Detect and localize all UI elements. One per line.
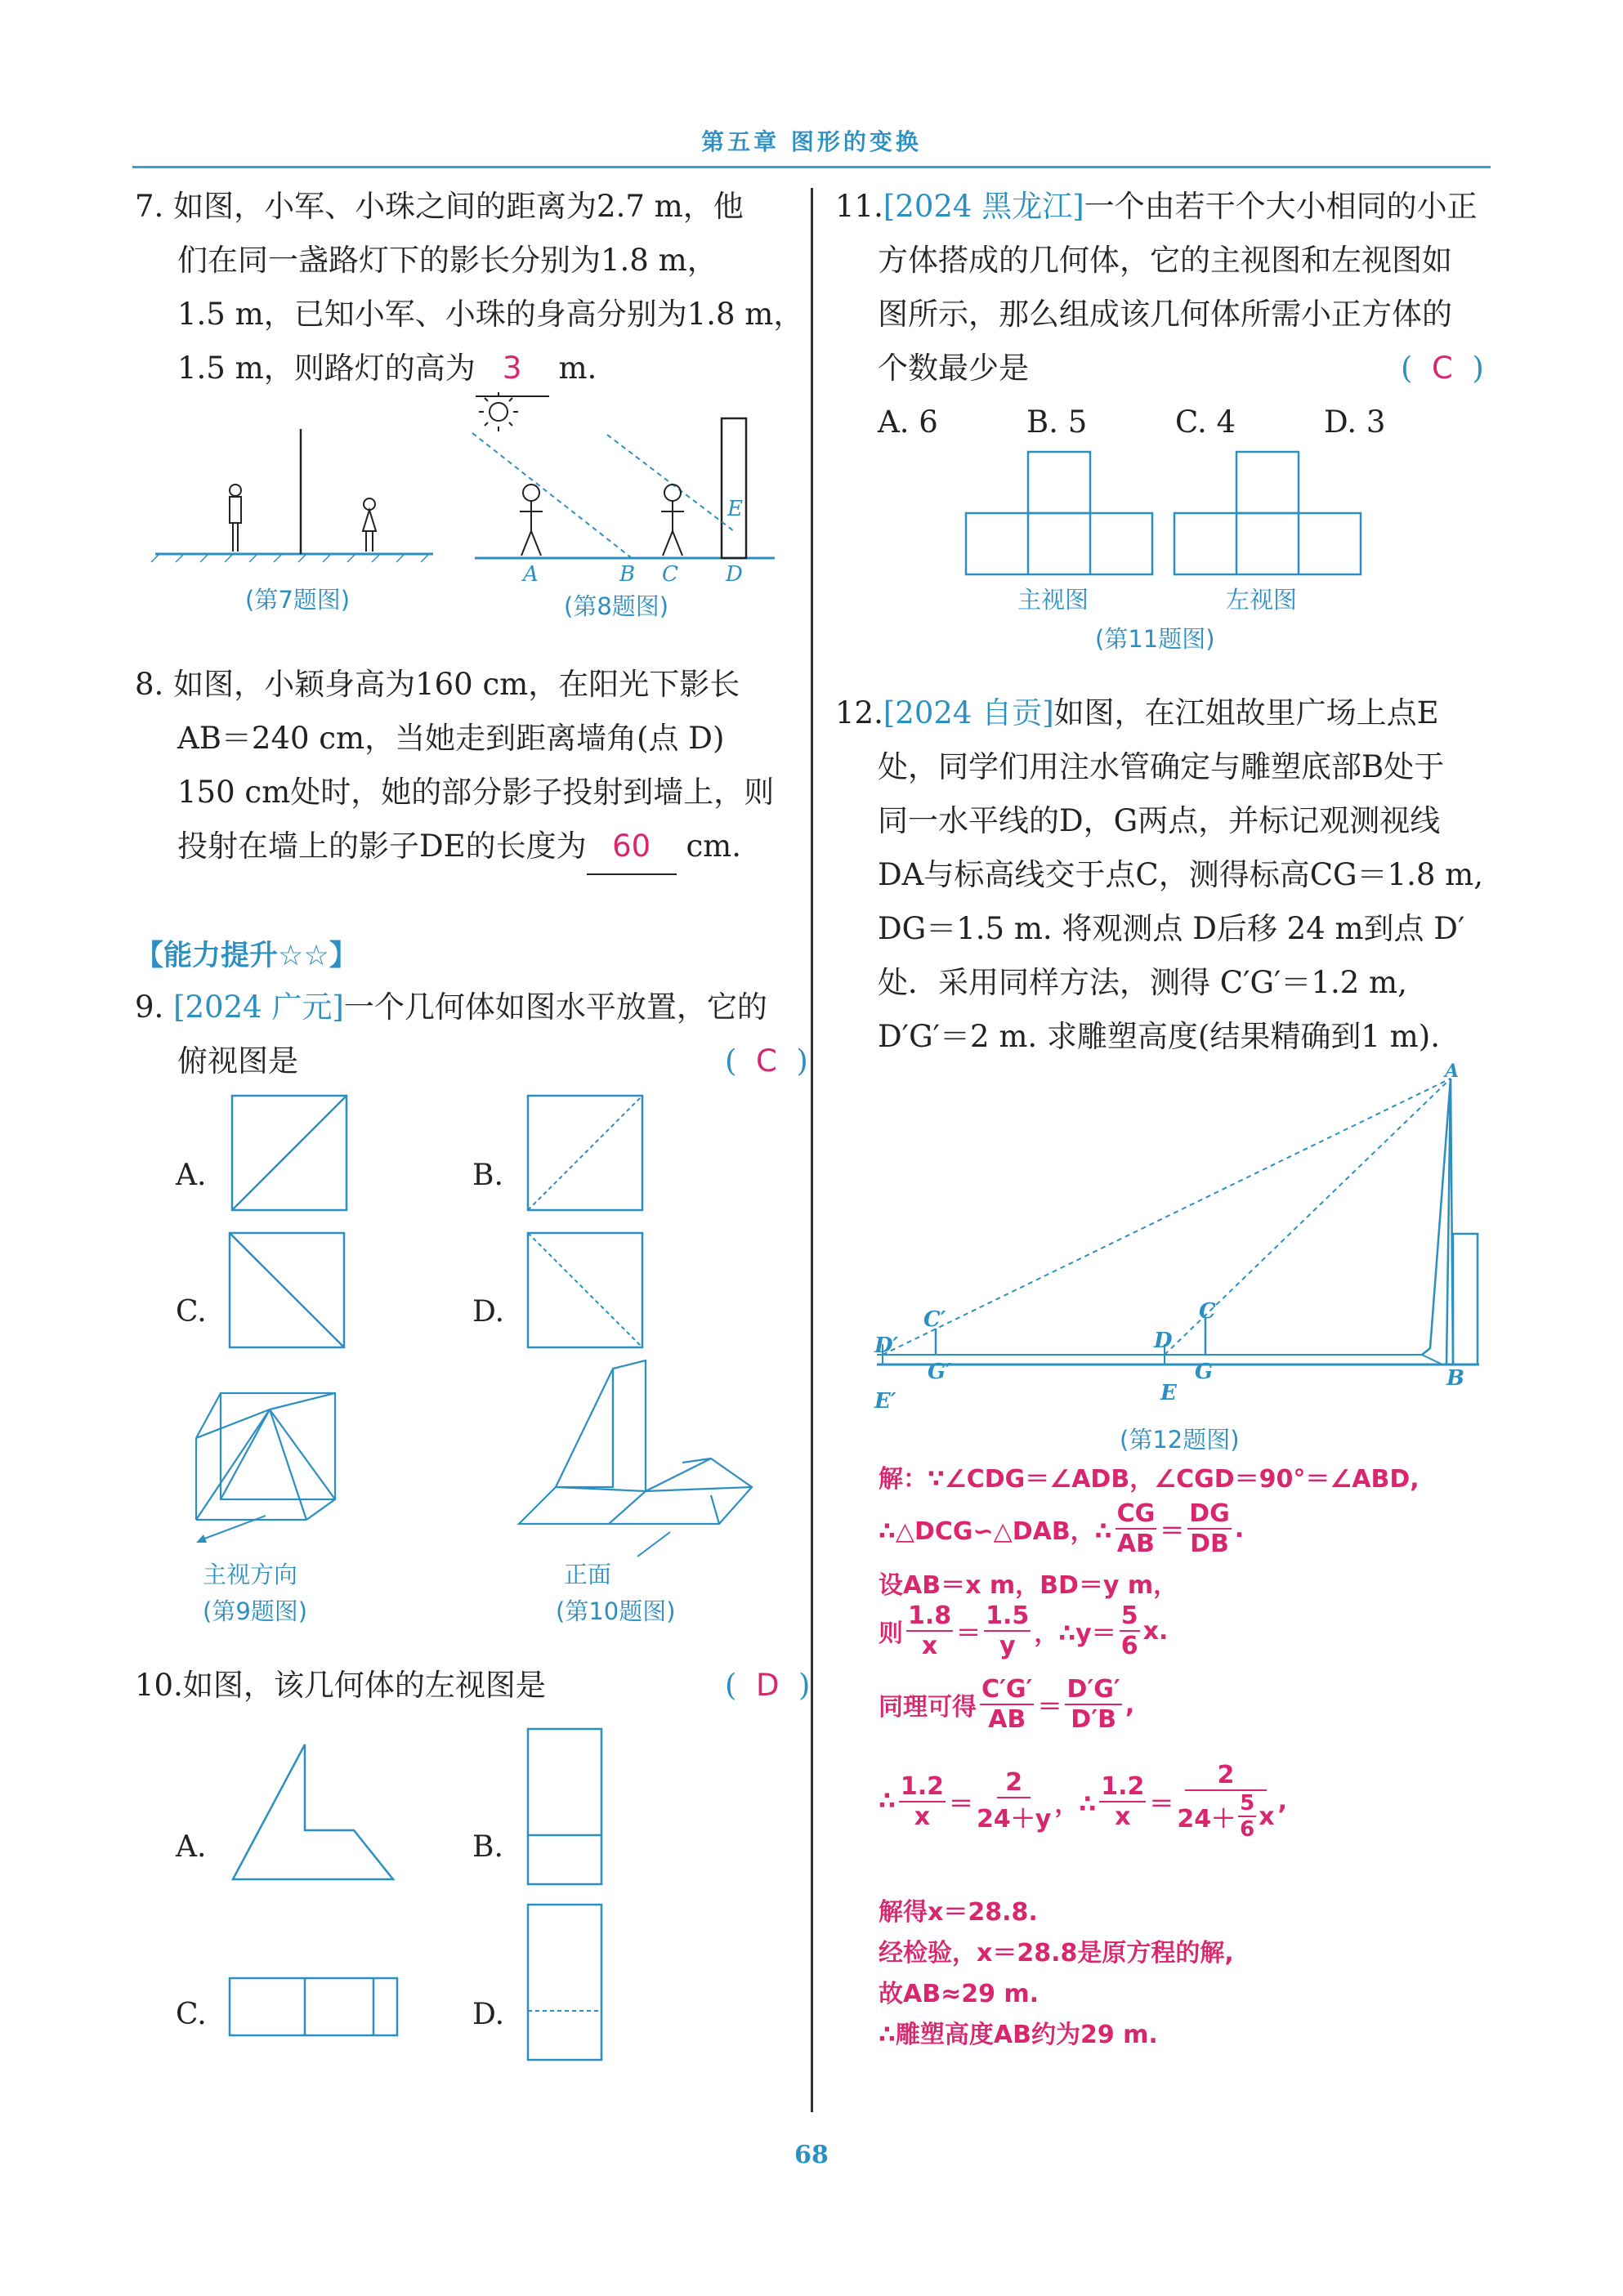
q10-line-1-text: 10.如图，该几何体的左视图是: [135, 1668, 546, 1703]
q8-person-1: [520, 485, 543, 556]
q7-person-xiaozhu: [363, 498, 376, 552]
q10-answer: D: [755, 1668, 780, 1703]
solution-equals: ＝: [956, 1619, 981, 1648]
q10-line-1: [135, 1659, 811, 1713]
solution-line-10: ∴雕塑高度AB约为29 m.: [879, 2021, 1158, 2049]
fraction-denominator: [1177, 1791, 1274, 1842]
question-11: [835, 180, 1497, 449]
fraction-numerator: D′G′: [1066, 1675, 1120, 1704]
q9-answer-paren: ( C ): [725, 1043, 808, 1079]
solution-line-9: 故AB≈29 m.: [879, 1980, 1040, 2008]
solution-line-6-mid: ，∴: [1054, 1789, 1097, 1819]
fraction-denominator: 6: [1120, 1632, 1138, 1660]
q10-option-d-label: D.: [472, 1998, 505, 2031]
solution-line-4-mid: ，∴y＝: [1034, 1619, 1116, 1648]
q12-label-A: A: [1445, 1061, 1460, 1082]
q9-option-c-figure: [229, 1232, 347, 1351]
q11-caption: (第11题图): [1095, 625, 1215, 653]
fraction-numerator: 1.2: [1101, 1771, 1145, 1801]
q8-caption: (第8题图): [564, 592, 669, 620]
fraction-cg-ab: [1116, 1499, 1157, 1558]
fraction-numerator: 5: [1120, 1601, 1138, 1630]
q10-option-c-label: C.: [176, 1998, 207, 2031]
q10-option-d-figure: [527, 1904, 605, 2067]
q12-label-D: D: [1154, 1329, 1173, 1353]
q9-option-d-label: D.: [472, 1295, 505, 1329]
q8-line-1: 8. 如图，小颖身高为160 cm，在阳光下影长: [135, 667, 740, 702]
q7-line-2: 们在同一盏路灯下的影长分别为1.8 m，: [177, 243, 718, 278]
q8-label-D: D: [726, 562, 743, 587]
q12-line-7: D′G′＝2 m. 求雕塑高度(结果精确到1 m).: [878, 1019, 1440, 1054]
q9-option-b-label: B.: [472, 1159, 503, 1192]
q9-answer: C: [755, 1043, 777, 1079]
q12-label-D-prime: D′: [874, 1333, 899, 1358]
fraction-numerator: 2: [997, 1768, 1031, 1798]
q12-line-5: DG＝1.5 m. 将观测点 D后移 24 m到点 D′: [878, 911, 1465, 946]
fraction-5-6: [1120, 1601, 1140, 1660]
q9-line-2: [177, 1034, 808, 1088]
q11-line-4-text: 个数最少是: [878, 351, 1029, 386]
solution-equals: ＝: [1037, 1693, 1062, 1722]
q10-view-arrow: [637, 1532, 670, 1557]
solution-line-4-post: x.: [1142, 1616, 1169, 1646]
fraction-1.5-y: [984, 1601, 1031, 1660]
q11-line-1: [835, 180, 1497, 234]
solution-line-4-pre: 则: [879, 1619, 903, 1648]
q12-number: 12.: [835, 695, 883, 730]
solution-line-2-pre: ∴△DCG∽△DAB，∴: [879, 1517, 1112, 1546]
q8-line-4: [177, 820, 774, 875]
fraction-denominator: 24＋y: [977, 1805, 1052, 1834]
fraction-denominator: AB: [1116, 1530, 1155, 1558]
q8-line-3: 150 cm处时，她的部分影子投射到墙上，则: [177, 775, 775, 810]
question-12: [835, 686, 1497, 1064]
q10-option-b-label: B.: [472, 1830, 503, 1864]
fraction-dg-prime-db-prime: [1065, 1675, 1121, 1734]
fraction-numerator: CG: [1116, 1499, 1156, 1528]
question-8: [135, 658, 774, 875]
q11-line-2: 方体搭成的几何体，它的主视图和左视图如: [878, 243, 1452, 278]
q11-left-view: [1173, 449, 1369, 580]
q11-line-3: 图所示，那么组成该几何体所需小正方体的: [878, 297, 1452, 332]
solution-line-7: 解得x＝28.8.: [879, 1898, 1038, 1927]
q8-ray-2: [607, 435, 734, 531]
fraction-2-24-plus-y: [977, 1768, 1051, 1834]
fraction-numerator: 1.5: [986, 1601, 1030, 1630]
q12-label-E: E: [1160, 1381, 1177, 1405]
fraction-denominator: 6: [1240, 1817, 1255, 1842]
q7-line-1: 7. 如图，小军、小珠之间的距离为2.7 m，他: [135, 189, 744, 224]
fraction-denominator: y: [999, 1632, 1016, 1660]
q8-label-B: B: [619, 562, 636, 587]
solution-equals: ＝: [1149, 1789, 1174, 1819]
q10-option-a-label: A.: [176, 1830, 207, 1864]
fraction-numerator: 5: [1240, 1791, 1255, 1816]
q8-figure: [472, 384, 783, 588]
q10-option-c-figure: [229, 1977, 400, 2039]
q10-caption: (第10题图): [556, 1597, 676, 1625]
q9-line-2-text: 俯视图是: [177, 1043, 298, 1079]
q12-figure: [874, 1070, 1504, 1397]
column-divider: [811, 188, 813, 2112]
q11-number: 11.: [835, 189, 883, 224]
fraction-denominator: x: [921, 1632, 938, 1660]
fraction-numerator: C′G′: [981, 1675, 1033, 1704]
q12-caption: (第12题图): [1120, 1426, 1240, 1454]
solution-line-6-pre: ∴: [879, 1787, 896, 1816]
solution-line-6: [879, 1761, 1287, 1842]
q10-answer-paren: ( D ): [725, 1668, 811, 1703]
fraction-numerator: DG: [1189, 1499, 1230, 1528]
question-10: [135, 1659, 811, 1713]
solution-line-2: [879, 1499, 1244, 1558]
q7-answer: 3: [476, 342, 549, 397]
solution-equals: ＝: [949, 1789, 974, 1819]
denominator-prefix: 24＋: [1177, 1805, 1236, 1834]
q8-label-C: C: [662, 562, 678, 587]
q9-number: 9.: [135, 989, 174, 1025]
q9-option-c-label: C.: [176, 1295, 207, 1329]
q10-figure: [515, 1356, 768, 1552]
question-7: [135, 180, 803, 397]
fraction-5-6-inner: [1238, 1791, 1256, 1842]
q12-line-6: 处．采用同样方法，测得 C′G′＝1.2 m,: [878, 965, 1407, 1000]
fraction-1.8-x: [906, 1601, 953, 1660]
q12-label-B: B: [1446, 1366, 1464, 1391]
q12-source-tag: [2024 自贡]: [883, 695, 1054, 730]
q7-line-3: 1.5 m，已知小军、小珠的身高分别为1.8 m，: [177, 297, 804, 332]
q11-front-view-label: 主视图: [1017, 586, 1089, 614]
solution-line-5-pre: 同理可得: [879, 1693, 977, 1722]
q7-line-4-post: m.: [558, 351, 597, 386]
q12-label-G-prime: G′: [928, 1360, 952, 1384]
q9-option-a-label: A.: [176, 1159, 207, 1192]
q8-ray-1: [472, 433, 632, 558]
q9-source-tag: [2024 广元]: [173, 989, 344, 1025]
q7-line-4-pre: 1.5 m，则路灯的高为: [177, 351, 476, 386]
solution-line-3: 设AB＝x m，BD＝y m，: [879, 1571, 1178, 1600]
q11-choices: [878, 395, 1497, 449]
solution-comma: ,: [1277, 1787, 1287, 1816]
q12-ray-d-prime: [883, 1079, 1451, 1355]
q10-option-b-figure: [527, 1728, 605, 1892]
q11-answer: C: [1431, 351, 1453, 386]
q10-view-caption: 正面: [564, 1561, 612, 1588]
q12-label-C-prime: C′: [923, 1307, 946, 1332]
q11-source-tag: [2024 黑龙江]: [883, 189, 1084, 224]
q12-label-C: C: [1199, 1299, 1216, 1324]
q8-wall: [722, 418, 746, 558]
q7-caption: (第7题图): [245, 586, 351, 614]
q12-label-E-prime: E′: [874, 1389, 896, 1414]
fraction-denominator: x: [914, 1802, 931, 1831]
solution-line-5: [879, 1675, 1134, 1734]
solution-line-8: 经检验，x＝28.8是原方程的解,: [879, 1939, 1234, 1968]
q12-line-1-text: 如图，在江姐故里广场上点E: [1053, 695, 1439, 730]
fraction-numerator: 1.2: [900, 1771, 945, 1801]
question-9: [135, 980, 808, 1088]
header-rule: [132, 166, 1491, 168]
q9-line-1-text: 一个几何体如图水平放置，它的: [343, 989, 767, 1025]
q7-person-xiaojun: [230, 485, 241, 552]
q11-left-view-label: 左视图: [1226, 586, 1298, 614]
q11-choice-d: D. 3: [1324, 404, 1386, 440]
fraction-numerator: 2: [1185, 1761, 1268, 1791]
fraction-1.2-x: [899, 1772, 946, 1831]
q12-line-2: 处，同学们用注水管确定与雕塑底部B处于: [878, 749, 1445, 784]
fraction-denominator: D′B: [1071, 1705, 1116, 1734]
fraction-1.2-x-second: [1099, 1772, 1146, 1831]
solution-line-1: 解：∵∠CDG＝∠ADB，∠CGD＝90°＝∠ABD,: [879, 1465, 1420, 1494]
q9-option-d-figure: [527, 1232, 646, 1351]
solution-equals: ＝: [1160, 1517, 1185, 1546]
q7-figure: [155, 425, 441, 564]
q12-line-1: [835, 686, 1497, 740]
fraction-dg-db: [1187, 1499, 1232, 1558]
q8-answer: 60: [587, 820, 677, 875]
section-title: 【能力提升☆☆】: [135, 940, 358, 972]
q8-line-4-post: cm.: [686, 829, 742, 864]
q10-option-a-figure: [231, 1740, 395, 1887]
solution-period: .: [1234, 1514, 1245, 1543]
sun-icon: [479, 392, 518, 431]
q12-line-4: DA与标高线交于点C，测得标高CG＝1.8 m,: [878, 857, 1484, 892]
q9-option-a-figure: [231, 1095, 350, 1213]
q9-caption: (第9题图): [203, 1597, 308, 1625]
q9-view-caption: 主视方向: [203, 1561, 298, 1588]
fraction-2-over-24-plus-5-6-x: [1177, 1761, 1274, 1842]
q8-label-A: A: [523, 562, 539, 587]
q9-option-b-figure: [527, 1095, 646, 1213]
denominator-variable: x: [1259, 1802, 1275, 1831]
page-number: 68: [794, 2141, 829, 2169]
q8-line-4-pre: 投射在墙上的影子DE的长度为: [177, 829, 587, 864]
q12-base-slope: [1422, 1355, 1442, 1365]
q11-choice-b: B. 5: [1026, 404, 1088, 440]
q8-line-2: AB＝240 cm，当她走到距离墙角(点 D): [177, 721, 725, 756]
q8-person-2: [661, 485, 684, 556]
q11-line-4: [878, 342, 1497, 395]
q12-line-3: 同一水平线的D，G两点，并标记观测视线: [878, 803, 1441, 838]
q11-answer-paren: ( C ): [1401, 351, 1484, 386]
fraction-denominator: DB: [1190, 1530, 1229, 1558]
q11-choice-a: A. 6: [878, 404, 938, 440]
fraction-denominator: x: [1115, 1802, 1131, 1831]
q11-front-view: [964, 449, 1160, 580]
q12-statue: [1422, 1079, 1478, 1365]
page-header-title: 第五章 图形的变换: [701, 128, 922, 155]
q12-label-G: G: [1195, 1360, 1214, 1384]
solution-comma: ,: [1124, 1690, 1135, 1719]
q8-label-E: E: [727, 497, 743, 521]
fraction-denominator: AB: [988, 1705, 1026, 1734]
q11-line-1-text: 一个由若干个大小相同的小正: [1084, 189, 1478, 224]
solution-line-4: [879, 1601, 1168, 1660]
fraction-numerator: 1.8: [908, 1601, 952, 1630]
q11-choice-c: C. 4: [1175, 404, 1236, 440]
q9-figure: [192, 1389, 355, 1536]
fraction-cg-prime-ab: [980, 1675, 1034, 1734]
q9-line-1: [135, 980, 797, 1034]
